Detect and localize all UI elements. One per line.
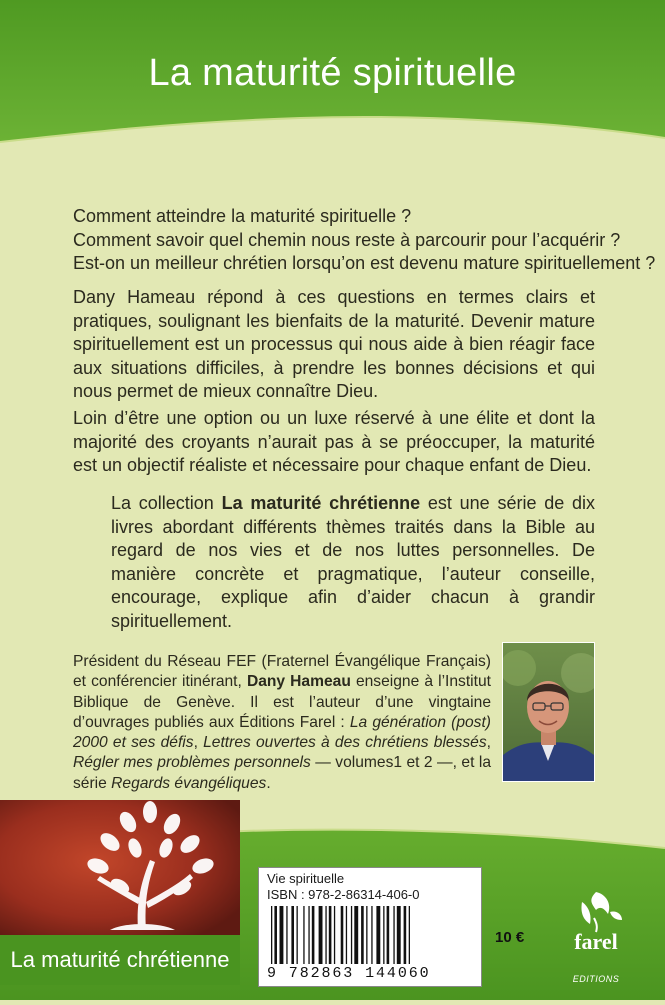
question-line: Est-on un meilleur chrétien lorsqu’on est devenu mature spirituellement ? [73, 253, 656, 273]
page-title: La maturité spirituelle [148, 52, 517, 94]
series-label: La maturité chrétienne [10, 947, 230, 972]
bio-text: , [486, 734, 491, 752]
collection-name: La maturité chrétienne [221, 493, 421, 513]
publisher-name: farel [574, 929, 618, 954]
questions-block [73, 205, 656, 276]
header-band [0, 0, 665, 150]
author-name: Dany Hameau [246, 673, 351, 691]
collection-rest: est une série de dix livres abordant différents thèmes traités dans la Bible au regard de nos vies et de nos luttes personnelles. De manière concrète et pragmatique, l’auteur conseille, encourage, explique afin d’aider chacun à grandir spirituellement. [111, 493, 595, 631]
author-bio [73, 652, 491, 794]
summary-paragraph-2: Loin d’être une option ou un luxe réservé à une élite et dont la majorité des croyants n’aurait pas à se préoccuper, la maturité est un objectif réaliste et nécessaire pour chaque enfant de Dieu. [73, 408, 595, 475]
category-label: Vie spirituelle [267, 871, 345, 886]
bio-text: Président du Réseau FEF (Fraternel Évangélique Français) et conférencier itinérant, [73, 653, 491, 691]
collection-paragraph [111, 492, 595, 633]
book-title: La génération (post) 2000 et ses défis [73, 713, 491, 752]
bio-text: . [266, 774, 271, 792]
publisher-logo [560, 888, 632, 988]
question-line: Comment atteindre la maturité spirituelle ? [73, 206, 412, 226]
question-line: Comment savoir quel chemin nous reste à parcourir pour l’acquérir ? [73, 229, 621, 250]
barcode-box [258, 867, 482, 987]
bio-text: enseigne à l’Institut Biblique de Genève. Il est l’auteur d’une vingtaine d’ouvrages publiés aux Éditions Farel : [73, 673, 491, 731]
book-title: Régler mes problèmes personnels [73, 754, 311, 772]
isbn-label: ISBN : 978-2-86314-406-0 [267, 887, 420, 902]
author-photo [502, 642, 595, 782]
collection-intro: La collection [111, 493, 222, 513]
bio-text: — volumes1 et 2 —, et la série [73, 754, 491, 792]
series-title: Regards évangéliques [111, 774, 267, 792]
barcode-digits: 9 782863 144060 [267, 965, 431, 982]
publisher-sub: EDITIONS [572, 974, 620, 984]
book-title: Lettres ouvertes à des chrétiens blessés [203, 734, 487, 752]
summary-paragraph: Dany Hameau répond à ces questions en termes clairs et pratiques, soulignant les bienfaits de la maturité. Devenir mature spirituellement est un processus qui nous aide à bien réagir face aux situations difficiles, à prendre les bonnes décisions et qui nous permet de mieux connaître Dieu. [73, 287, 595, 401]
bio-text: , [193, 734, 204, 752]
barcode-bars [267, 906, 473, 964]
price-label: 10 € [495, 929, 525, 946]
